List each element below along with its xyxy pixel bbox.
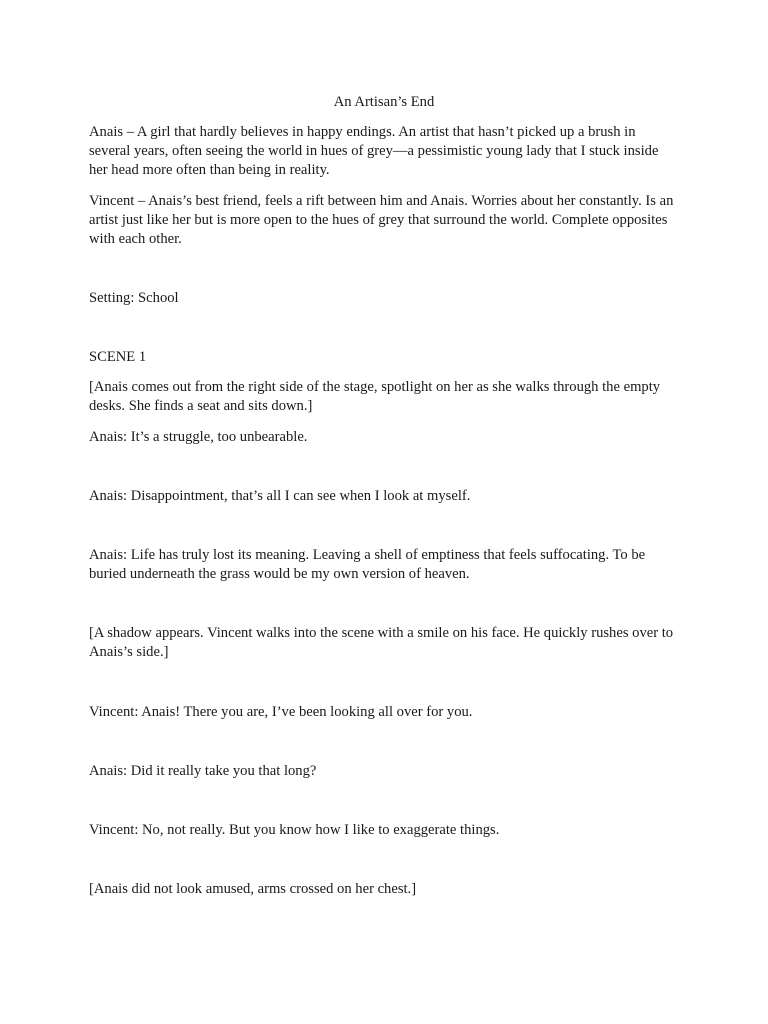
dialogue-line: Anais: It’s a struggle, too unbearable. [89,429,308,445]
scene-heading: SCENE 1 [89,349,147,365]
stage-direction: [Anais did not look amused, arms crossed on her chest.] [89,881,417,897]
document-title: An Artisan’s End [333,94,435,110]
dialogue-line: Anais: Disappointment, that’s all I can see when I look at myself. [89,488,471,504]
character-description-anais: Anais – A girl that hardly believes in happy endings. An artist that hasn’t picked up a brush in several years, often seeing the world in hues of grey—a pessimistic young lady that I stuck inside her head more often than being in reality. [89,124,659,178]
stage-direction: [Anais comes out from the right side of the stage, spotlight on her as she walks through the empty desks. She finds a seat and sits down.] [89,379,661,414]
dialogue-line: Vincent: Anais! There you are, I’ve been looking all over for you. [89,704,473,720]
dialogue-line: Anais: Did it really take you that long? [89,763,317,779]
character-description-vincent: Vincent – Anais’s best friend, feels a rift between him and Anais. Worries about her constantly. Is an artist just like her but is more open to the hues of grey that surround the world. Complete opposites with each other. [89,193,674,247]
dialogue-line: Vincent: No, not really. But you know how I like to exaggerate things. [89,822,500,838]
stage-direction: [A shadow appears. Vincent walks into the scene with a smile on his face. He quickly rushes over to Anais’s side.] [89,625,674,660]
dialogue-line: Anais: Life has truly lost its meaning. Leaving a shell of emptiness that feels suffocating. To be buried underneath the grass would be my own version of heaven. [89,547,646,582]
setting-line: Setting: School [89,290,179,306]
